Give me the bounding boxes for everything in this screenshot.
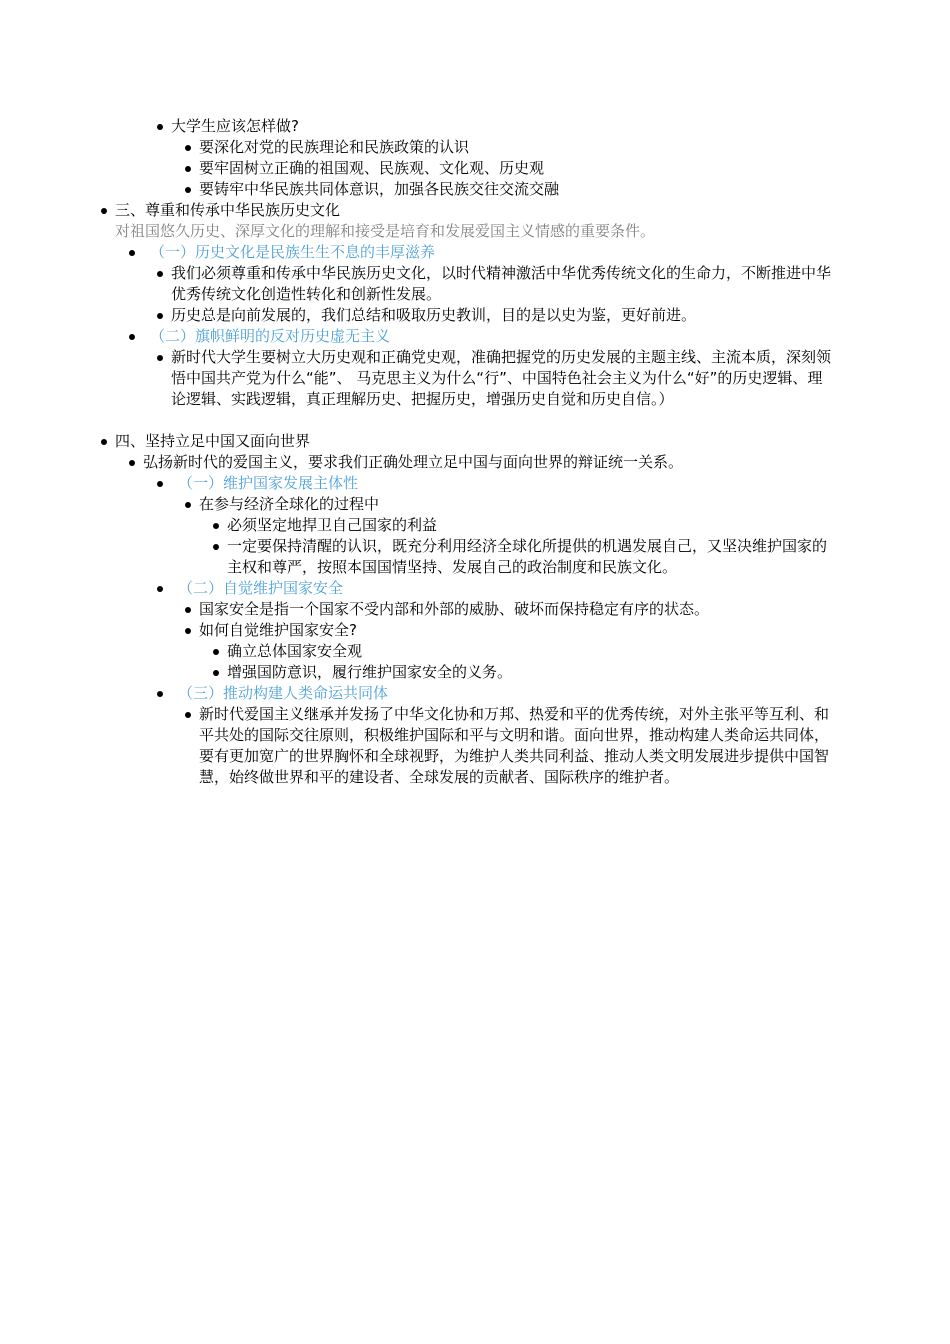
outline-item: 新时代大学生要树立大历史观和正确党史观，准确把握党的历史发展的主题主线、主流本质，深刻领悟中国共产党为什么“能”、 马克思主义为什么“行”、中国特色社会主义为什么“好”的历史逻辑、理论逻辑、实践逻辑，真正理解历史、把握历史，增强历史自觉和历史自信。） [171, 348, 832, 408]
list-bullet [185, 712, 191, 718]
list-bullet [213, 523, 219, 529]
list-bullet [185, 187, 191, 193]
list-bullet [185, 166, 191, 172]
list-bullet [129, 460, 135, 466]
outline-item: 一定要保持清醒的认识，既充分利用经济全球化所提供的机遇发展自己，又坚决维护国家的主权和尊严，按照本国国情坚持、发展自己的政治制度和民族文化。 [227, 537, 828, 576]
list-bullet [157, 313, 163, 319]
outline-item: 在参与经济全球化的过程中 [199, 495, 380, 513]
outline-item: 我们必须尊重和传承中华民族历史文化，以时代精神激活中华优秀传统文化的生命力，不断推进中华优秀传统文化创造性转化和创新性发展。 [171, 264, 832, 303]
list-bullet [213, 649, 219, 655]
list-bullet [185, 145, 191, 151]
list-bullet [185, 502, 191, 508]
subsection-heading: （一）历史文化是民族生生不息的丰厚滋养 [150, 243, 436, 261]
outline-item: 新时代爱国主义继承并发扬了中华文化协和万邦、热爱和平的优秀传统，对外主张平等互利、和平共处的国际交往原则，积极维护国际和平与文明和谐。面向世界，推动构建人类命运共同体，要有更加宽广的世界胸怀和全球视野，为维护人类共同利益、推动人类文明发展进步提供中国智慧，始终做世界和平的建设者、全球发展的贡献者、国际秩序的维护者。 [199, 705, 830, 786]
subsection-heading: （三）推动构建人类命运共同体 [178, 684, 389, 702]
outline-item: 国家安全是指一个国家不受内部和外部的威胁、破坏而保持稳定有序的状态。 [199, 600, 710, 618]
section-heading: 三、尊重和传承中华民族历史文化 [115, 201, 341, 219]
outline-item: 必须坚定地捍卫自己国家的利益 [227, 516, 438, 534]
list-bullet [157, 271, 163, 277]
list-bullet [185, 628, 191, 634]
outline-item: 大学生应该怎样做? [171, 117, 299, 135]
list-bullet [101, 439, 107, 445]
list-bullet [157, 691, 163, 697]
outline-item: 要深化对党的民族理论和民族政策的认识 [199, 138, 470, 156]
list-bullet [157, 586, 163, 592]
subsection-heading: （二）旗帜鲜明的反对历史虚无主义 [150, 327, 391, 345]
list-bullet [129, 250, 135, 256]
section-note: 对祖国悠久历史、深厚文化的理解和接受是培育和发展爱国主义情感的重要条件。 [115, 222, 656, 240]
outline-item: 确立总体国家安全观 [227, 642, 363, 660]
list-bullet [213, 544, 219, 550]
subsection-heading: （一）维护国家发展主体性 [178, 474, 359, 492]
section-heading: 四、坚持立足中国又面向世界 [115, 432, 311, 450]
list-bullet [157, 481, 163, 487]
list-bullet [213, 670, 219, 676]
list-bullet [185, 607, 191, 613]
list-bullet [157, 124, 163, 130]
outline-item: 如何自觉维护国家安全? [199, 621, 357, 639]
outline-item: 要牢固树立正确的祖国观、民族观、文化观、历史观 [199, 159, 545, 177]
subsection-heading: （二）自觉维护国家安全 [178, 579, 344, 597]
outline-item: 弘扬新时代的爱国主义，要求我们正确处理立足中国与面向世界的辩证统一关系。 [143, 453, 684, 471]
list-bullet [101, 208, 107, 214]
outline-item: 增强国防意识，履行维护国家安全的义务。 [227, 663, 513, 681]
outline-item: 要铸牢中华民族共同体意识，加强各民族交往交流交融 [199, 180, 560, 198]
list-bullet [129, 334, 135, 340]
outline-item: 历史总是向前发展的，我们总结和吸取历史教训，目的是以史为鉴，更好前进。 [171, 306, 697, 324]
list-bullet [157, 355, 163, 361]
